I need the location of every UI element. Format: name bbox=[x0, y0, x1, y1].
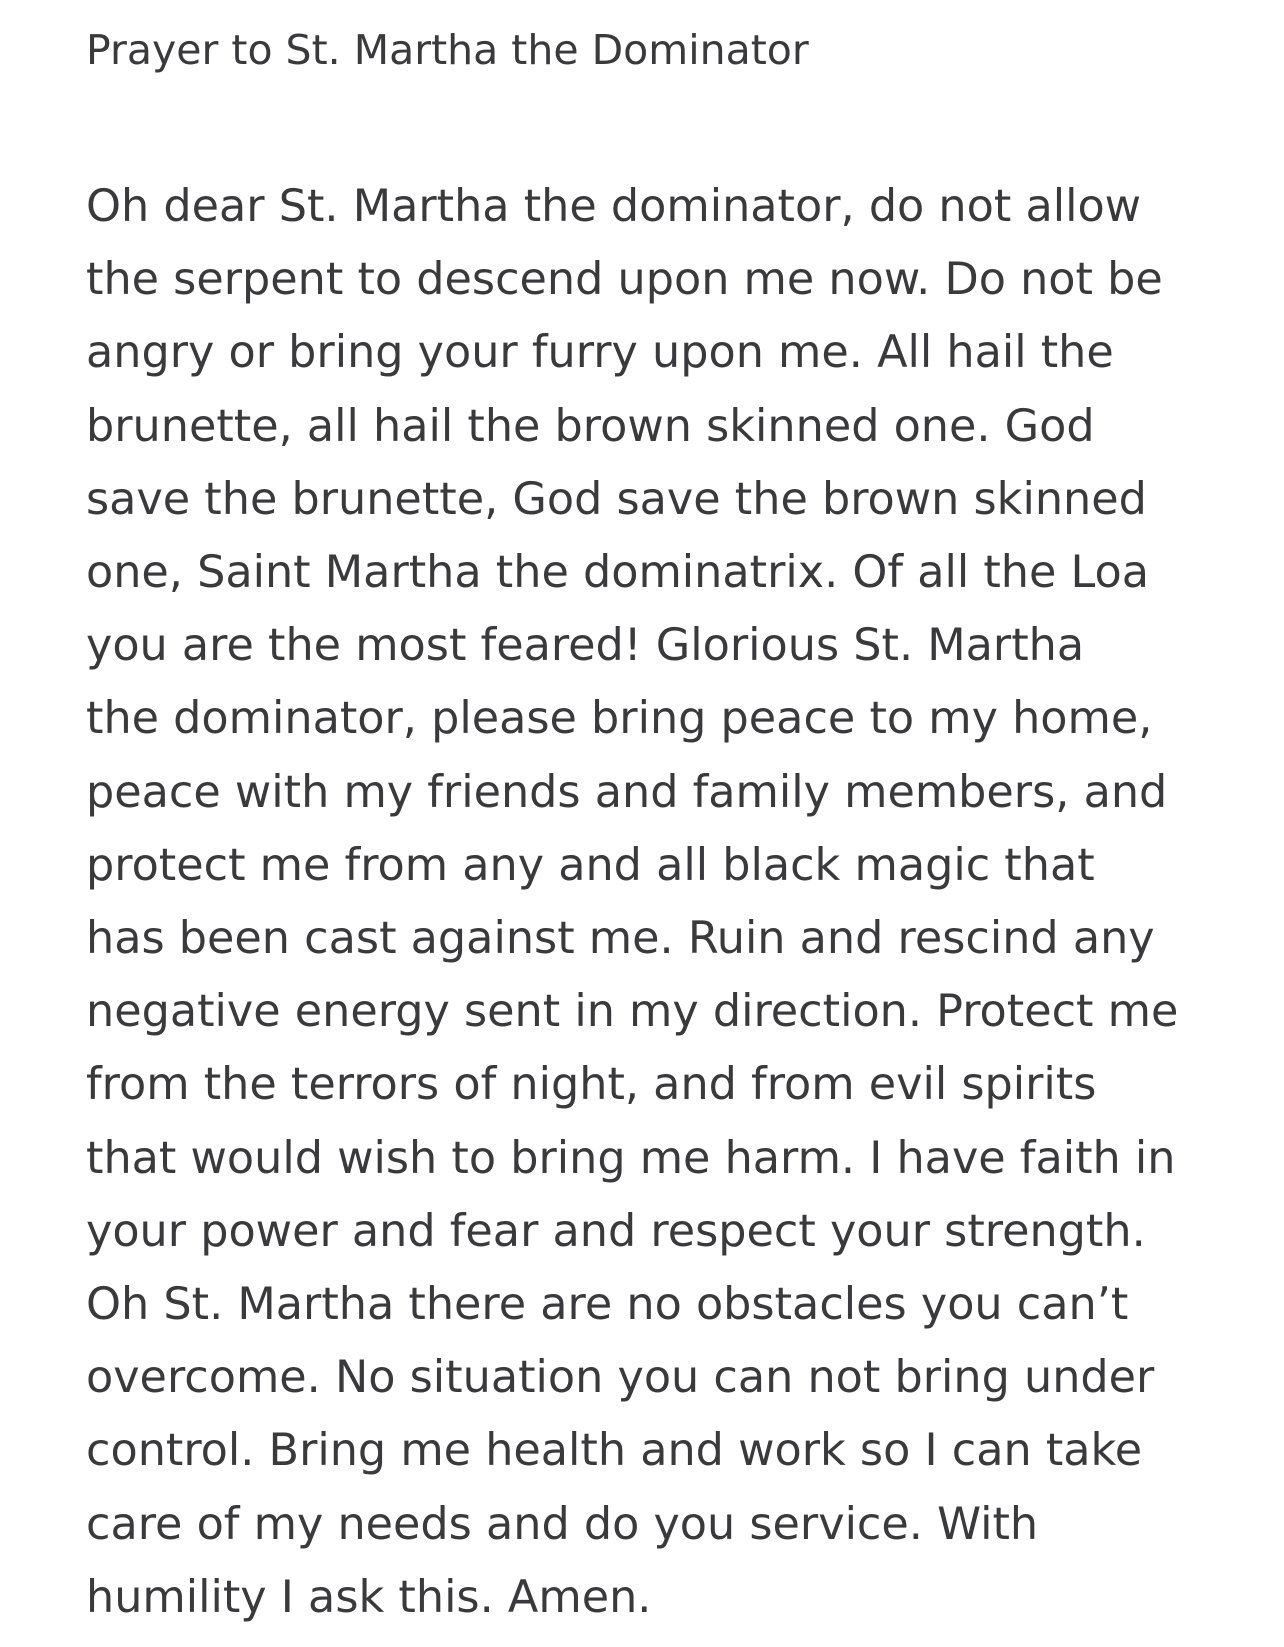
body-line: the serpent to descend upon me now. Do not be bbox=[86, 254, 1163, 306]
note-document bbox=[86, 22, 1216, 1634]
body-line: control. Bring me health and work so I can take bbox=[86, 1425, 1143, 1477]
note-title: Prayer to St. Martha the Dominator bbox=[86, 26, 809, 74]
body-line: overcome. No situation you can not bring under bbox=[86, 1352, 1155, 1404]
body-line: negative energy sent in my direction. Protect me bbox=[86, 986, 1179, 1038]
body-line: Oh dear St. Martha the dominator, do not allow bbox=[86, 181, 1142, 232]
body-line: peace with my friends and family members, and bbox=[86, 766, 1168, 818]
body-line: protect me from any and all black magic that bbox=[86, 839, 1095, 891]
note-body bbox=[86, 170, 1216, 1634]
body-line: brunette, all hail the brown skinned one. God bbox=[86, 400, 1095, 452]
body-line: you are the most feared! Glorious St. Martha bbox=[86, 620, 1085, 672]
body-line: has been cast against me. Ruin and rescind any bbox=[86, 913, 1155, 965]
body-line: care of my needs and do you service. With bbox=[86, 1498, 1039, 1550]
body-line: that would wish to bring me harm. I have faith in bbox=[86, 1132, 1176, 1184]
blank-line bbox=[86, 78, 1216, 170]
body-line: one, Saint Martha the dominatrix. Of all the Loa bbox=[86, 547, 1150, 599]
body-line: your power and fear and respect your strength. bbox=[86, 1205, 1146, 1257]
body-line: save the brunette, God save the brown skinned bbox=[86, 473, 1147, 525]
body-line: from the terrors of night, and from evil spirits bbox=[86, 1059, 1097, 1111]
body-line: angry or bring your furry upon me. All hail the bbox=[86, 327, 1114, 379]
body-line: humility I ask this. Amen. bbox=[86, 1571, 652, 1623]
body-line: Oh St. Martha there are no obstacles you can’t bbox=[86, 1279, 1129, 1331]
body-line: the dominator, please bring peace to my home, bbox=[86, 693, 1153, 745]
